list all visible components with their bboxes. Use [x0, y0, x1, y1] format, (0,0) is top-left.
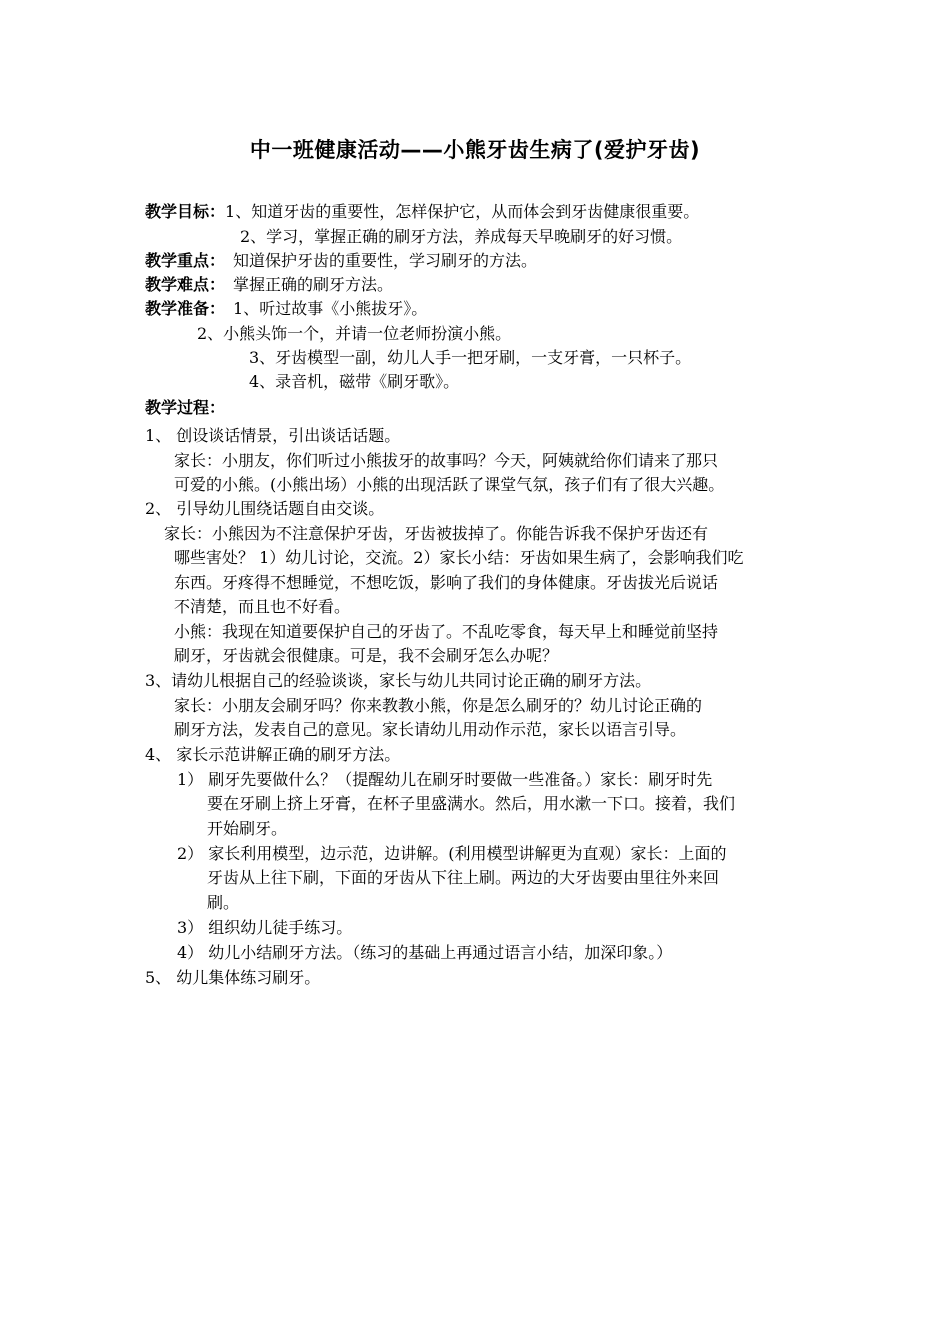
step-2-text-3: 东西。牙疼得不想睡觉，不想吃饭，影响了我们的身体健康。牙齿拔光后说话 [174, 573, 719, 592]
difficulty-text: 掌握正确的刷牙方法。 [233, 275, 394, 294]
key-point-line [145, 249, 537, 273]
step-4-2-text-1: 2） 家长利用模型，边示范，边讲解。(利用模型讲解更为直观）家长：上面的 [177, 844, 727, 863]
goals-line-1 [145, 200, 699, 224]
step-4-1-text-1: 1） 刷牙先要做什么？（提醒幼儿在刷牙时要做一些准备。）家长：刷牙时先 [177, 770, 713, 789]
goals-text-1: 1、知道牙齿的重要性，怎样保护它，从而体会到牙齿健康很重要。 [225, 202, 700, 221]
step-2-text-2: 哪些害处？ 1）幼儿讨论，交流。2）家长小结：牙齿如果生病了，会影响我们吃 [174, 548, 744, 567]
difficulty-label: 教学难点： [145, 275, 226, 294]
step-5-heading: 5、 幼儿集体练习刷牙。 [145, 968, 321, 987]
prep-line-4: 4、录音机，磁带《刷牙歌》。 [249, 372, 460, 391]
step-3-heading: 3、请幼儿根据自己的经验谈谈，家长与幼儿共同讨论正确的刷牙方法。 [145, 671, 652, 690]
prep-line-2: 2、小熊头饰一个，并请一位老师扮演小熊。 [197, 324, 512, 343]
key-point-label: 教学重点： [145, 251, 226, 270]
step-4-3-text: 3） 组织幼儿徒手练习。 [177, 918, 353, 937]
step-4-4-text: 4） 幼儿小结刷牙方法。（练习的基础上再通过语言小结，加深印象。） [177, 943, 673, 962]
goals-line-2: 2、学习，掌握正确的刷牙方法，养成每天早晚刷牙的好习惯。 [240, 227, 683, 246]
step-2-text-4: 不清楚，而且也不好看。 [174, 597, 351, 616]
prep-line-3: 3、牙齿模型一副，幼儿人手一把牙刷，一支牙膏，一只杯子。 [249, 348, 692, 367]
step-2-text-1: 家长：小熊因为不注意保护牙齿，牙齿被拔掉了。你能告诉我不保护牙齿还有 [164, 524, 709, 543]
step-2-text-5: 小熊：我现在知道要保护自己的牙齿了。不乱吃零食，每天早上和睡觉前坚持 [174, 622, 719, 641]
difficulty-line [145, 273, 393, 297]
page-title: 中一班健康活动——小熊牙齿生病了(爱护牙齿) [249, 138, 701, 162]
key-point-text: 知道保护牙齿的重要性，学习刷牙的方法。 [233, 251, 538, 270]
goals-label: 教学目标： [145, 202, 226, 221]
step-1-text-2: 可爱的小熊。(小熊出场）小熊的出现活跃了课堂气氛，孩子们有了很大兴趣。 [174, 475, 725, 494]
step-4-1-text-3: 开始刷牙。 [207, 819, 288, 838]
prep-line-1 [145, 297, 427, 321]
step-4-1-text-2: 要在牙刷上挤上牙膏，在杯子里盛满水。然后，用水漱一下口。接着，我们 [207, 794, 736, 813]
step-2-heading: 2、 引导幼儿围绕话题自由交谈。 [145, 499, 385, 518]
prep-label: 教学准备： [145, 299, 226, 318]
step-2-text-6: 刷牙，牙齿就会很健康。可是，我不会刷牙怎么办呢？ [174, 646, 559, 665]
step-4-heading: 4、 家长示范讲解正确的刷牙方法。 [145, 745, 401, 764]
process-label: 教学过程： [145, 398, 226, 417]
step-4-2-text-3: 刷。 [207, 893, 240, 912]
prep-text-1: 1、听过故事《小熊拔牙》。 [233, 299, 428, 318]
step-1-heading: 1、 创设谈话情景，引出谈话话题。 [145, 426, 401, 445]
step-1-text-1: 家长：小朋友，你们听过小熊拔牙的故事吗？今天，阿姨就给你们请来了那只 [174, 451, 719, 470]
step-3-text-1: 家长：小朋友会刷牙吗？你来教教小熊，你是怎么刷牙的？幼儿讨论正确的 [174, 696, 703, 715]
step-3-text-2: 刷牙方法，发表自己的意见。家长请幼儿用动作示范，家长以语言引导。 [174, 720, 687, 739]
step-4-2-text-2: 牙齿从上往下刷，下面的牙齿从下往上刷。两边的大牙齿要由里往外来回 [207, 868, 720, 887]
